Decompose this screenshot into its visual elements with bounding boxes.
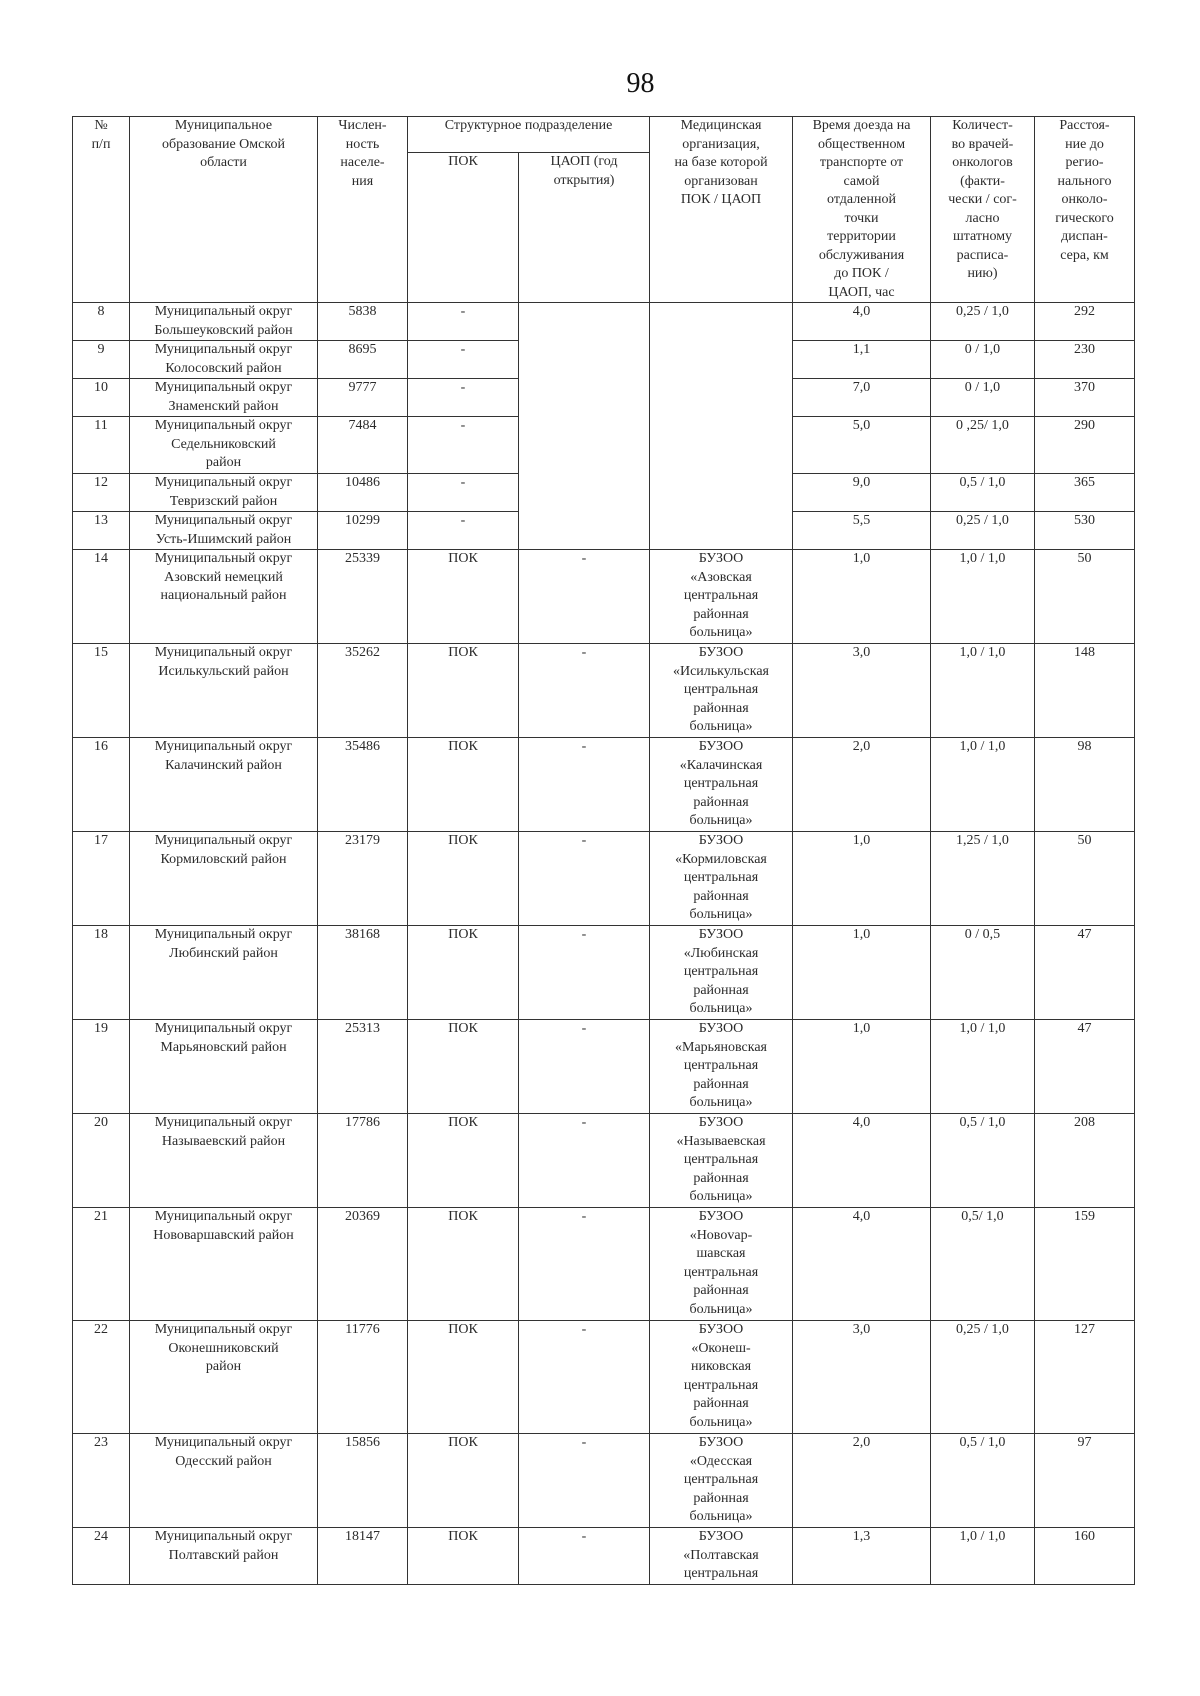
row-population: 38168 bbox=[318, 926, 408, 1020]
row-doctors: 0 / 1,0 bbox=[931, 379, 1035, 417]
row-doctors: 1,25 / 1,0 bbox=[931, 832, 1035, 926]
row-distance: 127 bbox=[1035, 1321, 1135, 1434]
row-distance: 47 bbox=[1035, 926, 1135, 1020]
row-num: 22 bbox=[73, 1321, 130, 1434]
row-med-org: БУЗОО «Называевская центральная районная больница» bbox=[650, 1114, 793, 1208]
row-distance: 148 bbox=[1035, 644, 1135, 738]
row-num: 24 bbox=[73, 1528, 130, 1585]
row-municipality: Муниципальный округ Марьяновский район bbox=[130, 1020, 318, 1114]
row-pok: ПОК bbox=[408, 1208, 519, 1321]
row-doctors: 1,0 / 1,0 bbox=[931, 550, 1035, 644]
row-num: 9 bbox=[73, 341, 130, 379]
row-distance: 230 bbox=[1035, 341, 1135, 379]
row-population: 35262 bbox=[318, 644, 408, 738]
row-doctors: 0,5 / 1,0 bbox=[931, 474, 1035, 512]
header-doctors: Количест- во врачей- онкологов (факти- чески / сог- ласно штатному расписа- нию) bbox=[931, 117, 1035, 303]
row-doctors: 0,5/ 1,0 bbox=[931, 1208, 1035, 1321]
row-doctors: 1,0 / 1,0 bbox=[931, 738, 1035, 832]
row-distance: 370 bbox=[1035, 379, 1135, 417]
row-pok: ПОК bbox=[408, 1114, 519, 1208]
row-doctors: 0,25 / 1,0 bbox=[931, 1321, 1035, 1434]
row-pok: ПОК bbox=[408, 832, 519, 926]
row-population: 15856 bbox=[318, 1434, 408, 1528]
row-municipality: Муниципальный округ Седельниковский район bbox=[130, 417, 318, 474]
row-doctors: 1,0 / 1,0 bbox=[931, 1528, 1035, 1585]
row-municipality: Муниципальный округ Исилькульский район bbox=[130, 644, 318, 738]
row-distance: 160 bbox=[1035, 1528, 1135, 1585]
table-header bbox=[73, 117, 1135, 303]
row-med-org: БУЗОО «Исилькульская центральная районная больница» bbox=[650, 644, 793, 738]
row-municipality: Муниципальный округ Любинский район bbox=[130, 926, 318, 1020]
oncology-units-table bbox=[72, 116, 1135, 1585]
row-doctors: 1,0 / 1,0 bbox=[931, 1020, 1035, 1114]
row-num: 18 bbox=[73, 926, 130, 1020]
row-municipality: Муниципальный округ Полтавский район bbox=[130, 1528, 318, 1585]
row-municipality: Муниципальный округ Азовский немецкий национальный район bbox=[130, 550, 318, 644]
table-row bbox=[73, 644, 1135, 738]
row-tsaop: - bbox=[519, 926, 650, 1020]
header-med-org: Медицинская организация, на базе которой организован ПОК / ЦАОП bbox=[650, 117, 793, 303]
row-municipality: Муниципальный округ Кормиловский район bbox=[130, 832, 318, 926]
row-num: 21 bbox=[73, 1208, 130, 1321]
row-pok: ПОК bbox=[408, 1528, 519, 1585]
row-municipality: Муниципальный округ Усть-Ишимский район bbox=[130, 512, 318, 550]
row-tsaop: - bbox=[519, 1020, 650, 1114]
row-doctors: 0 / 0,5 bbox=[931, 926, 1035, 1020]
row-num: 16 bbox=[73, 738, 130, 832]
row-municipality: Муниципальный округ Называевский район bbox=[130, 1114, 318, 1208]
row-distance: 208 bbox=[1035, 1114, 1135, 1208]
row-tsaop: - bbox=[519, 550, 650, 644]
row-tsaop: - bbox=[519, 1208, 650, 1321]
row-travel-time: 7,0 bbox=[793, 379, 931, 417]
row-pok: - bbox=[408, 379, 519, 417]
row-travel-time: 1,0 bbox=[793, 832, 931, 926]
row-travel-time: 2,0 bbox=[793, 1434, 931, 1528]
row-travel-time: 9,0 bbox=[793, 474, 931, 512]
row-pok: ПОК bbox=[408, 644, 519, 738]
row-doctors: 0,25 / 1,0 bbox=[931, 303, 1035, 341]
row-tsaop: - bbox=[519, 738, 650, 832]
row-doctors: 0,5 / 1,0 bbox=[931, 1114, 1035, 1208]
row-municipality: Муниципальный округ Одесский район bbox=[130, 1434, 318, 1528]
table-row bbox=[73, 1020, 1135, 1114]
row-med-org: БУЗОО «Оконеш- никовская центральная районная больница» bbox=[650, 1321, 793, 1434]
header-pok: ПОК bbox=[408, 153, 519, 303]
row-med-org: БУЗОО «Одесская центральная районная больница» bbox=[650, 1434, 793, 1528]
row-med-org: БУЗОО «Кормиловская центральная районная больница» bbox=[650, 832, 793, 926]
row-travel-time: 1,0 bbox=[793, 926, 931, 1020]
row-travel-time: 1,3 bbox=[793, 1528, 931, 1585]
row-tsaop: - bbox=[519, 832, 650, 926]
row-pok: - bbox=[408, 474, 519, 512]
row-travel-time: 1,1 bbox=[793, 341, 931, 379]
row-municipality: Муниципальный округ Колосовский район bbox=[130, 341, 318, 379]
row-pok: ПОК bbox=[408, 738, 519, 832]
row-num: 11 bbox=[73, 417, 130, 474]
table-row bbox=[73, 738, 1135, 832]
table-body bbox=[73, 303, 1135, 1585]
table-row bbox=[73, 832, 1135, 926]
row-travel-time: 1,0 bbox=[793, 1020, 931, 1114]
header-municipality: Муниципальное образование Омской области bbox=[130, 117, 318, 303]
row-med-org: БУЗОО «Полтавская центральная bbox=[650, 1528, 793, 1585]
row-population: 11776 bbox=[318, 1321, 408, 1434]
row-travel-time: 3,0 bbox=[793, 1321, 931, 1434]
row-distance: 50 bbox=[1035, 832, 1135, 926]
row-municipality: Муниципальный округ Знаменский район bbox=[130, 379, 318, 417]
row-municipality: Муниципальный округ Большеуковский район bbox=[130, 303, 318, 341]
header-travel-time: Время доезда на общественном транспорте от самой отдаленной точки территории обслуживания до ПОК / ЦАОП, час bbox=[793, 117, 931, 303]
row-num: 17 bbox=[73, 832, 130, 926]
row-distance: 292 bbox=[1035, 303, 1135, 341]
row-num: 13 bbox=[73, 512, 130, 550]
row-population: 23179 bbox=[318, 832, 408, 926]
merged-tsaop-cell bbox=[519, 303, 650, 550]
row-num: 10 bbox=[73, 379, 130, 417]
header-tsaop: ЦАОП (год открытия) bbox=[519, 153, 650, 303]
row-travel-time: 4,0 bbox=[793, 1208, 931, 1321]
row-num: 20 bbox=[73, 1114, 130, 1208]
row-travel-time: 4,0 bbox=[793, 303, 931, 341]
row-population: 8695 bbox=[318, 341, 408, 379]
row-distance: 159 bbox=[1035, 1208, 1135, 1321]
row-num: 19 bbox=[73, 1020, 130, 1114]
row-population: 10486 bbox=[318, 474, 408, 512]
table-row bbox=[73, 1114, 1135, 1208]
row-num: 23 bbox=[73, 1434, 130, 1528]
row-travel-time: 5,0 bbox=[793, 417, 931, 474]
table-row bbox=[73, 303, 1135, 341]
table-row bbox=[73, 1528, 1135, 1585]
row-population: 5838 bbox=[318, 303, 408, 341]
row-pok: ПОК bbox=[408, 1020, 519, 1114]
table-row bbox=[73, 1321, 1135, 1434]
row-doctors: 0,5 / 1,0 bbox=[931, 1434, 1035, 1528]
row-pok: ПОК bbox=[408, 1434, 519, 1528]
row-tsaop: - bbox=[519, 1114, 650, 1208]
row-pok: - bbox=[408, 303, 519, 341]
row-pok: ПОК bbox=[408, 550, 519, 644]
row-num: 15 bbox=[73, 644, 130, 738]
row-med-org: БУЗОО «Калачинская центральная районная больница» bbox=[650, 738, 793, 832]
row-population: 9777 bbox=[318, 379, 408, 417]
row-travel-time: 2,0 bbox=[793, 738, 931, 832]
row-travel-time: 3,0 bbox=[793, 644, 931, 738]
row-distance: 97 bbox=[1035, 1434, 1135, 1528]
row-municipality: Муниципальный округ Тевризский район bbox=[130, 474, 318, 512]
row-distance: 290 bbox=[1035, 417, 1135, 474]
row-doctors: 0 ,25/ 1,0 bbox=[931, 417, 1035, 474]
page-number: 98 bbox=[626, 68, 655, 99]
row-population: 10299 bbox=[318, 512, 408, 550]
row-num: 8 bbox=[73, 303, 130, 341]
row-distance: 47 bbox=[1035, 1020, 1135, 1114]
merged-med-org-cell bbox=[650, 303, 793, 550]
table-row bbox=[73, 1434, 1135, 1528]
table-row bbox=[73, 926, 1135, 1020]
row-population: 20369 bbox=[318, 1208, 408, 1321]
row-distance: 50 bbox=[1035, 550, 1135, 644]
row-population: 18147 bbox=[318, 1528, 408, 1585]
header-population: Числен- ность населе- ния bbox=[318, 117, 408, 303]
row-municipality: Муниципальный округ Оконешниковский район bbox=[130, 1321, 318, 1434]
header-num: № п/п bbox=[73, 117, 130, 303]
row-travel-time: 4,0 bbox=[793, 1114, 931, 1208]
table-row bbox=[73, 1208, 1135, 1321]
row-distance: 365 bbox=[1035, 474, 1135, 512]
row-tsaop: - bbox=[519, 1321, 650, 1434]
row-distance: 98 bbox=[1035, 738, 1135, 832]
row-med-org: БУЗОО «Любинская центральная районная больница» bbox=[650, 926, 793, 1020]
row-doctors: 0 / 1,0 bbox=[931, 341, 1035, 379]
row-med-org: БУЗОО «Азовская центральная районная больница» bbox=[650, 550, 793, 644]
row-population: 17786 bbox=[318, 1114, 408, 1208]
table-row bbox=[73, 550, 1135, 644]
row-travel-time: 5,5 bbox=[793, 512, 931, 550]
row-pok: - bbox=[408, 512, 519, 550]
row-pok: - bbox=[408, 341, 519, 379]
header-distance: Расстоя- ние до регио- нального онколо- гического диспан- сера, км bbox=[1035, 117, 1135, 303]
row-num: 12 bbox=[73, 474, 130, 512]
row-pok: ПОК bbox=[408, 926, 519, 1020]
row-travel-time: 1,0 bbox=[793, 550, 931, 644]
header-structural-unit: Структурное подразделение bbox=[408, 117, 650, 153]
row-municipality: Муниципальный округ Калачинский район bbox=[130, 738, 318, 832]
row-tsaop: - bbox=[519, 644, 650, 738]
row-num: 14 bbox=[73, 550, 130, 644]
row-med-org: БУЗОО «Марьяновская центральная районная больница» bbox=[650, 1020, 793, 1114]
row-tsaop: - bbox=[519, 1528, 650, 1585]
row-population: 7484 bbox=[318, 417, 408, 474]
row-population: 25313 bbox=[318, 1020, 408, 1114]
row-population: 35486 bbox=[318, 738, 408, 832]
row-distance: 530 bbox=[1035, 512, 1135, 550]
row-municipality: Муниципальный округ Нововаршавский район bbox=[130, 1208, 318, 1321]
row-doctors: 0,25 / 1,0 bbox=[931, 512, 1035, 550]
row-pok: - bbox=[408, 417, 519, 474]
row-pok: ПОК bbox=[408, 1321, 519, 1434]
row-population: 25339 bbox=[318, 550, 408, 644]
row-tsaop: - bbox=[519, 1434, 650, 1528]
row-med-org: БУЗОО «Новovар- шавская центральная районная больница» bbox=[650, 1208, 793, 1321]
row-doctors: 1,0 / 1,0 bbox=[931, 644, 1035, 738]
